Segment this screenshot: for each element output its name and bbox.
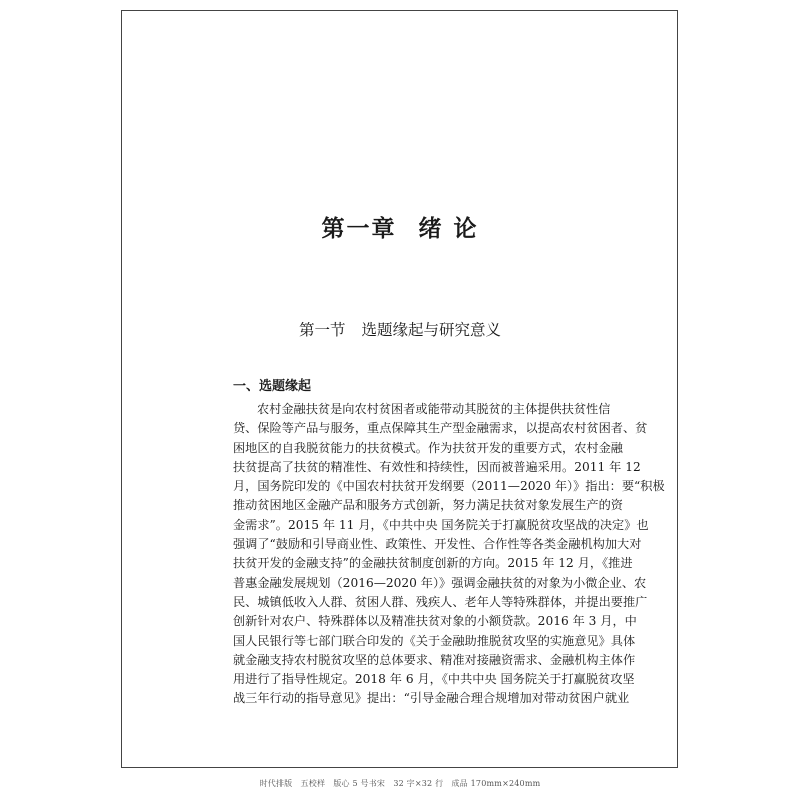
text-line: 强调了“鼓励和引导商业性、政策性、开发性、合作性等各类金融机构加大对 <box>233 537 642 552</box>
section-number: 第一节 <box>298 321 346 339</box>
text-line: 普惠金融发展规划（2016—2020 年）》强调金融扶贫的对象为小微企业、农 <box>233 575 647 590</box>
text-line: 金需求”。2015 年 11 月，《中共中央 国务院关于打赢脱贫攻坚战的决定》也 <box>233 517 649 532</box>
text-line: 贷、保险等产品与服务，重点保障其生产型金融需求，以提高农村贫困者、贫 <box>233 421 648 436</box>
text-line: 创新针对农户、特殊群体以及精准扶贫对象的小额贷款。2016 年 3 月，中 <box>233 614 637 629</box>
subsection-title: 一、选题缘起 <box>233 379 312 394</box>
chapter-name: 绪 论 <box>418 216 479 242</box>
text-line: 扶贫提高了扶贫的精准性、有效性和持续性，因而被普遍采用。2011 年 12 <box>233 459 641 474</box>
text-line: 推动贫困地区金融产品和服务方式创新，努力满足扶贫对象发展生产的资 <box>233 498 623 513</box>
text-line: 月，国务院印发的《中国农村扶贫开发纲要（2011—2020 年）》指出：要“积极 <box>233 479 665 494</box>
chapter-title <box>0 210 800 243</box>
text-line: 战三年行动的指导意见》提出：“引导金融合理合规增加对带动贫困户就业 <box>233 691 630 706</box>
text-line: 民、城镇低收入人群、贫困人群、残疾人、老年人等特殊群体，并提出要推广 <box>233 594 648 609</box>
section-title <box>0 318 800 340</box>
text-line: 用进行了指导性规定。2018 年 6 月，《中共中央 国务院关于打赢脱贫攻坚 <box>233 672 635 687</box>
chapter-number: 第一章 <box>321 216 397 242</box>
text-line: 农村金融扶贫是向农村贫困者或能带动其脱贫的主体提供扶贫性信 <box>257 402 611 416</box>
print-spec-footer: 时代排版 五校样 版心 5 号书宋 32 字×32 行 成品 170mm×240mm <box>259 779 541 788</box>
text-line: 扶贫开发的金融支持”的金融扶贫制度创新的方向。2015 年 12 月，《推进 <box>233 556 633 571</box>
section-name: 选题缘起与研究意义 <box>361 321 502 339</box>
body-paragraph <box>233 400 665 709</box>
text-line: 就金融支持农村脱贫攻坚的总体要求、精准对接融资需求、金融机构主体作 <box>233 652 636 667</box>
text-line: 国人民银行等七部门联合印发的《关于金融助推脱贫攻坚的实施意见》具体 <box>233 633 636 648</box>
text-line: 困地区的自我脱贫能力的扶贫模式。作为扶贫开发的重要方式，农村金融 <box>233 440 623 455</box>
